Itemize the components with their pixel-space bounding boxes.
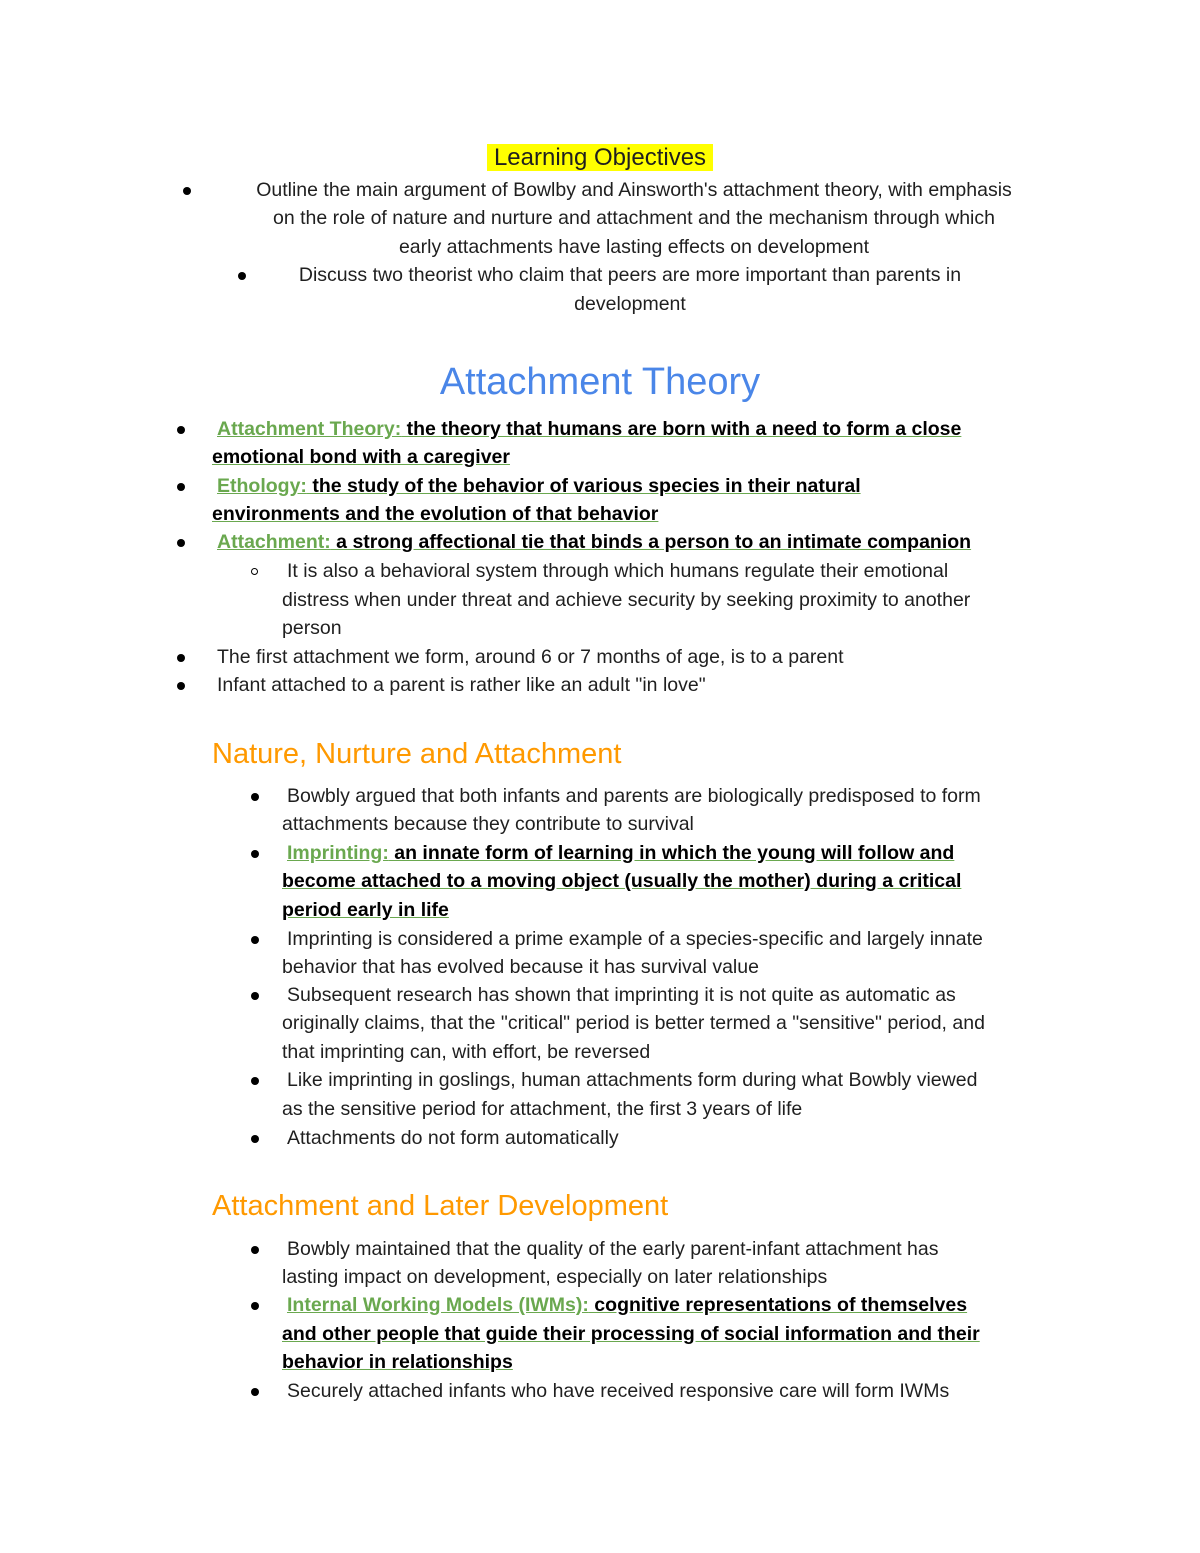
attachment-sub-line-2: distress when under threat and achieve security by seeking proximity to another xyxy=(282,589,971,611)
later-b1-line-2: lasting impact on development, especially on later relationships xyxy=(282,1266,828,1288)
objectives-title xyxy=(0,142,1200,174)
term-label: Internal Working Models (IWMs): xyxy=(287,1294,589,1316)
objective-1-line-3: early attachments have lasting effects on development xyxy=(398,236,870,258)
definition-ethology-line-2: environments and the evolution of that behavior xyxy=(212,503,659,525)
nature-b4-line-1: Subsequent research has shown that imprinting it is not quite as automatic as xyxy=(287,984,956,1006)
nature-b4-line-2: originally claims, that the "critical" period is better termed a "sensitive" period, and xyxy=(282,1012,985,1034)
definition-imprinting-line-2: become attached to a moving object (usually the mother) during a critical xyxy=(282,870,962,892)
objectives-title-highlight: Learning Objectives xyxy=(487,144,713,171)
definition-text: the theory that humans are born with a need to form a close xyxy=(401,418,962,440)
attachment-item-4: The first attachment we form, around 6 or 7 months of age, is to a parent xyxy=(217,646,844,668)
nature-b3-line-2: behavior that has evolved because it has survival value xyxy=(282,956,759,978)
bullet-icon xyxy=(183,187,191,195)
attachment-sub-line-1: It is also a behavioral system through which humans regulate their emotional xyxy=(287,560,949,582)
definition-iwm-line-3: behavior in relationships xyxy=(282,1351,513,1373)
bullet-icon xyxy=(238,272,246,280)
bullet-icon xyxy=(177,483,185,491)
bullet-icon xyxy=(251,992,259,1000)
definition-text: an innate form of learning in which the young will follow and xyxy=(388,842,955,864)
bullet-icon xyxy=(177,539,185,547)
nature-nurture-heading: Nature, Nurture and Attachment xyxy=(212,738,622,770)
nature-b4-line-3: that imprinting can, with effort, be reversed xyxy=(282,1041,651,1063)
objective-1-line-1: Outline the main argument of Bowlby and Ainsworth's attachment theory, with emphasis xyxy=(256,179,1012,201)
bullet-icon xyxy=(251,1388,259,1396)
bullet-icon xyxy=(251,936,259,944)
bullet-icon xyxy=(251,1135,259,1143)
objective-2-line-2: development xyxy=(574,293,686,315)
bullet-icon xyxy=(251,1077,259,1085)
definition-text: a strong affectional tie that binds a person to an intimate companion xyxy=(330,531,972,553)
definition-attachment-theory-line-2: emotional bond with a caregiver xyxy=(212,446,510,468)
bullet-icon xyxy=(251,1246,259,1254)
later-b1-line-1: Bowbly maintained that the quality of the early parent-infant attachment has xyxy=(287,1238,939,1260)
definition-text: the study of the behavior of various species in their natural xyxy=(306,475,861,497)
definition-attachment-theory-line-1 xyxy=(217,415,961,443)
definition-imprinting-line-1 xyxy=(287,839,954,867)
objective-2-line-1: Discuss two theorist who claim that peers are more important than parents in xyxy=(298,264,962,286)
attachment-sub-line-3: person xyxy=(282,617,342,639)
objective-1-line-2: on the role of nature and nurture and attachment and the mechanism through which xyxy=(273,207,995,229)
sub-bullet-icon xyxy=(251,568,258,575)
definition-text: cognitive representations of themselves xyxy=(588,1294,968,1316)
term-label: Imprinting: xyxy=(287,842,389,864)
bullet-icon xyxy=(177,682,185,690)
bullet-icon xyxy=(251,1302,259,1310)
definition-iwm-line-1 xyxy=(287,1291,967,1319)
bullet-icon xyxy=(251,850,259,858)
nature-b5-line-2: as the sensitive period for attachment, the first 3 years of life xyxy=(282,1098,803,1120)
later-development-heading: Attachment and Later Development xyxy=(212,1190,669,1222)
term-label: Attachment Theory: xyxy=(217,418,402,440)
nature-b5-line-1: Like imprinting in goslings, human attachments form during what Bowbly viewed xyxy=(287,1069,978,1091)
bullet-icon xyxy=(177,654,185,662)
definition-iwm-line-2: and other people that guide their processing of social information and their xyxy=(282,1323,980,1345)
nature-b3-line-1: Imprinting is considered a prime example of a species-specific and largely innate xyxy=(287,928,983,950)
nature-b1-line-2: attachments because they contribute to survival xyxy=(282,813,694,835)
term-label: Ethology: xyxy=(217,475,307,497)
later-b3: Securely attached infants who have received responsive care will form IWMs xyxy=(287,1380,950,1402)
definition-attachment-line-1 xyxy=(217,528,971,556)
term-label: Attachment: xyxy=(217,531,331,553)
attachment-item-5: Infant attached to a parent is rather like an adult "in love" xyxy=(217,674,706,696)
definition-imprinting-line-3: period early in life xyxy=(282,899,449,921)
bullet-icon xyxy=(251,793,259,801)
nature-b6: Attachments do not form automatically xyxy=(287,1127,619,1149)
nature-b1-line-1: Bowbly argued that both infants and parents are biologically predisposed to form xyxy=(287,785,981,807)
attachment-theory-heading: Attachment Theory xyxy=(439,361,761,403)
bullet-icon xyxy=(177,426,185,434)
definition-ethology-line-1 xyxy=(217,472,861,500)
